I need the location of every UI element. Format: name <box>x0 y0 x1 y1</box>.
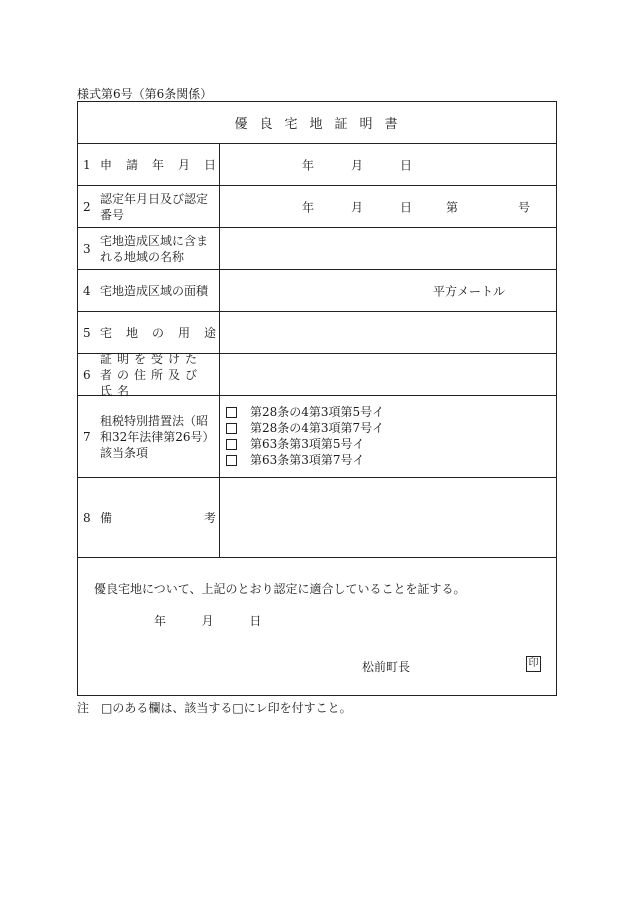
checkbox-icon[interactable] <box>226 455 237 466</box>
column-divider <box>219 478 220 557</box>
certification-text: 優良宅地について、上記のとおり認定に適合していることを証する。 <box>94 582 466 596</box>
date-month-label: 月 <box>351 200 364 214</box>
row-label: 備 考 <box>100 510 216 525</box>
clause-option[interactable]: 第28条の4第3項第5号イ <box>226 404 384 420</box>
date-month-label: 月 <box>351 158 364 172</box>
number-suffix: 号 <box>518 200 531 214</box>
signer-title: 松前町長 <box>362 660 411 674</box>
certification-date: 年 月 日 <box>154 614 262 628</box>
row-number: 6 <box>83 367 91 382</box>
date-day-label: 日 <box>400 200 413 214</box>
row-area-name <box>78 228 556 270</box>
checkbox-icon[interactable] <box>226 439 237 450</box>
row-applicable-clause <box>78 396 556 478</box>
row-approval-date-number <box>78 186 556 228</box>
column-divider <box>219 228 220 269</box>
row-label: 証明を受けた者の住所及び氏名 <box>100 351 203 398</box>
column-divider <box>219 144 220 185</box>
seal-mark: 印 <box>526 656 541 672</box>
row-number: 5 <box>83 325 91 340</box>
row-number: 1 <box>83 157 91 172</box>
date-year-label: 年 <box>302 158 315 172</box>
row-area-size <box>78 270 556 312</box>
clause-options <box>226 404 384 468</box>
column-divider <box>219 270 220 311</box>
number-prefix: 第 <box>446 200 459 214</box>
footnote: 注 □のある欄は、該当する□にレ印を付すこと。 <box>77 701 352 715</box>
column-divider <box>219 312 220 353</box>
row-land-use <box>78 312 556 354</box>
row-application-date <box>78 144 556 186</box>
clause-option[interactable]: 第63条第3項第5号イ <box>226 436 384 452</box>
row-number: 2 <box>83 199 91 214</box>
clause-option[interactable]: 第28条の4第3項第7号イ <box>226 420 384 436</box>
row-label: 申 請 年 月 日 <box>100 157 216 172</box>
row-certified-person <box>78 351 556 398</box>
row-number: 8 <box>83 510 91 525</box>
area-unit: 平方メートル <box>433 284 506 298</box>
row-label: 租税特別措置法（昭和32年法律第26号）該当条項 <box>100 413 215 460</box>
row-label: 宅 地 の 用 途 <box>100 325 216 340</box>
date-day-label: 日 <box>400 158 413 172</box>
checkbox-icon[interactable] <box>226 423 237 434</box>
clause-option[interactable]: 第63条第3項第7号イ <box>226 452 384 468</box>
column-divider <box>219 396 220 477</box>
checkbox-icon[interactable] <box>226 407 237 418</box>
row-number: 4 <box>83 283 91 298</box>
row-label: 宅地造成区域に含まれる地域の名称 <box>100 233 209 264</box>
certificate-form <box>77 101 557 696</box>
certification-section <box>78 558 556 697</box>
row-label: 宅地造成区域の面積 <box>100 283 209 298</box>
row-number: 7 <box>83 429 91 444</box>
date-year-label: 年 <box>302 200 315 214</box>
row-number: 3 <box>83 241 91 256</box>
form-number: 様式第6号（第6条関係） <box>77 87 213 101</box>
form-title: 優良宅地証明書 <box>78 102 556 144</box>
row-remarks <box>78 478 556 558</box>
row-label: 認定年月日及び認定番号 <box>100 191 209 222</box>
column-divider <box>219 354 220 395</box>
column-divider <box>219 186 220 227</box>
